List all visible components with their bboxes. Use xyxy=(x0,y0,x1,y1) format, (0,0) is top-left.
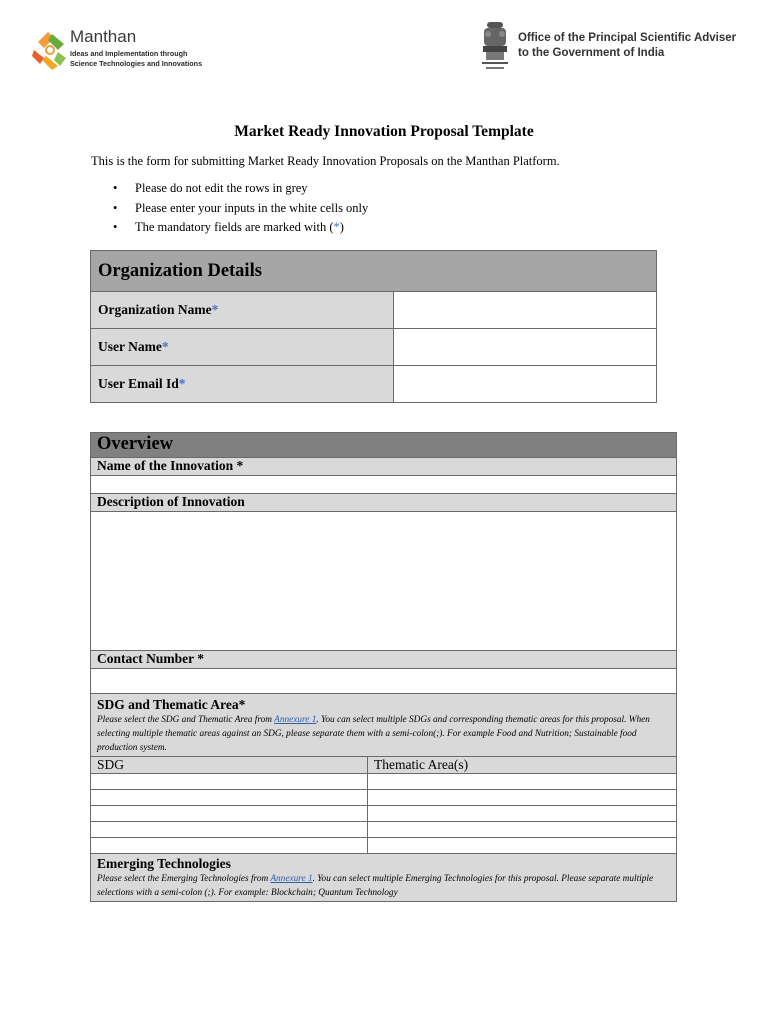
organization-name-field[interactable] xyxy=(394,292,657,329)
contact-number-label: Contact Number * xyxy=(91,651,677,669)
instruction-list xyxy=(91,181,368,240)
field-label-text: User Name xyxy=(98,339,162,354)
asterisk-marker: * xyxy=(333,220,340,234)
office-line-1: Office of the Principal Scientific Adviser xyxy=(518,32,737,44)
annexure-link[interactable]: Annexure 1 xyxy=(274,715,317,725)
emerging-tech-label: Emerging Technologies xyxy=(97,856,231,871)
required-asterisk: * xyxy=(211,302,219,317)
user-name-label xyxy=(91,329,394,366)
sdg-cell[interactable] xyxy=(91,806,368,822)
thematic-cell[interactable] xyxy=(368,822,677,838)
sdg-section-header xyxy=(91,694,677,757)
annexure-link[interactable]: Annexure 1 xyxy=(270,874,313,884)
sdg-cell[interactable] xyxy=(91,774,368,790)
sdg-column-header: SDG xyxy=(91,757,368,774)
logo-tagline xyxy=(70,49,202,69)
overview-heading: Overview xyxy=(91,433,677,458)
sdg-cell[interactable] xyxy=(91,790,368,806)
national-emblem-icon xyxy=(478,18,512,74)
logo-tagline-line-2: Science Technologies and Innovations xyxy=(70,59,203,68)
thematic-cell[interactable] xyxy=(368,806,677,822)
logo-tagline-line-1: Ideas and Implementation through xyxy=(70,49,188,58)
instruction-text-end: ) xyxy=(339,220,344,234)
document-title: Market Ready Innovation Proposal Template xyxy=(234,123,534,140)
user-email-field[interactable] xyxy=(394,366,657,403)
instruction-text: Please do not edit the rows in grey xyxy=(135,181,308,195)
instruction-text: Please enter your inputs in the white cells only xyxy=(135,200,369,215)
contact-number-field[interactable] xyxy=(91,669,677,694)
sdg-cell[interactable] xyxy=(91,838,368,854)
description-field[interactable] xyxy=(91,512,677,651)
required-asterisk: * xyxy=(178,376,186,391)
manthan-logo-icon xyxy=(30,28,70,70)
sdg-cell[interactable] xyxy=(91,822,368,838)
instruction-item xyxy=(91,201,368,221)
emerging-note-text: Please select the Emerging Technologies from xyxy=(97,874,271,884)
sdg-label: SDG and Thematic Area* xyxy=(97,697,246,712)
innovation-name-label: Name of the Innovation * xyxy=(91,458,677,476)
office-line-2: to the Government of India xyxy=(518,47,665,59)
innovation-name-field[interactable] xyxy=(91,476,677,494)
instruction-item xyxy=(91,220,368,240)
user-email-label xyxy=(91,366,394,403)
emerging-note-text-end: . You can select multiple Emerging Technologies for this proposal. Please separate multiple selections with a semi-colon (;). For example: Blockchain; Quantum Technology xyxy=(97,874,654,898)
emerging-tech-note xyxy=(97,872,670,900)
overview-table xyxy=(90,432,677,902)
sdg-note-text-end: . You can select multiple SDGs and corresponding thematic areas for this proposal. When selecting multiple thematic areas against an SDG, please separate them with a semi-colon(;). For example Food and Nutrition; Sustainable food production system. xyxy=(97,715,650,753)
logo-name: Manthan xyxy=(70,27,137,46)
emerging-tech-section-header xyxy=(91,854,677,902)
intro-text: This is the form for submitting Market Ready Innovation Proposals on the Manthan Platform. xyxy=(91,154,560,168)
organization-details-heading: Organization Details xyxy=(91,251,657,292)
thematic-cell[interactable] xyxy=(368,790,677,806)
thematic-column-header: Thematic Area(s) xyxy=(368,757,677,774)
user-name-field[interactable] xyxy=(394,329,657,366)
organization-details-table xyxy=(90,250,657,403)
field-label-text: Organization Name xyxy=(98,302,212,317)
instruction-item xyxy=(91,181,368,201)
field-label-text: User Email Id xyxy=(98,376,179,391)
sdg-note xyxy=(97,713,670,755)
office-name xyxy=(518,31,736,61)
thematic-cell[interactable] xyxy=(368,774,677,790)
required-asterisk: * xyxy=(161,339,169,354)
sdg-note-text: Please select the SDG and Thematic Area from xyxy=(97,715,275,725)
organization-name-label xyxy=(91,292,394,329)
description-label: Description of Innovation xyxy=(91,494,677,512)
instruction-text: The mandatory fields are marked with ( xyxy=(135,220,334,234)
thematic-cell[interactable] xyxy=(368,838,677,854)
